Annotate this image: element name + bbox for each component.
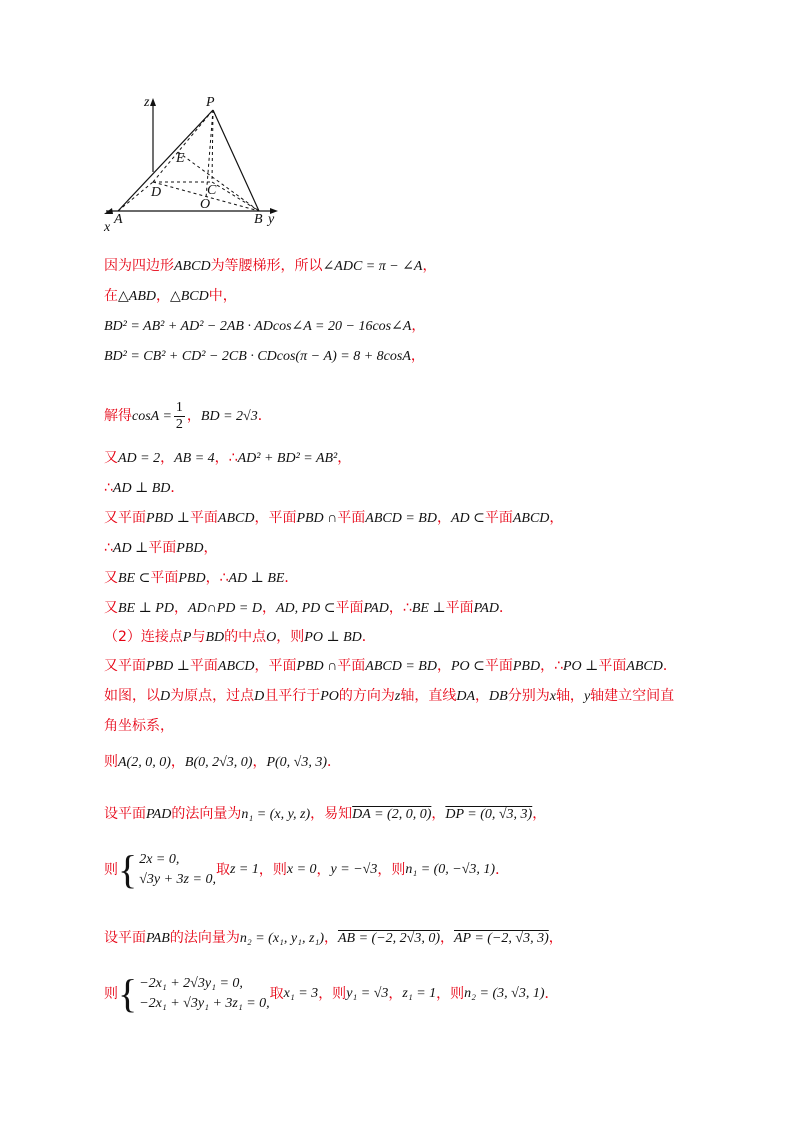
- fraction-numerator: 1: [175, 399, 183, 415]
- vector-ap: AP = (−2, √3, 3): [454, 931, 549, 946]
- math: PBD: [176, 541, 204, 556]
- math: ABCD: [626, 659, 663, 674]
- pyramid-figure: [96, 90, 296, 240]
- math: ABCD: [512, 511, 550, 526]
- math: ABCD: [174, 259, 211, 274]
- text: ，: [410, 348, 425, 364]
- text: ，: [155, 288, 170, 304]
- text: 则: [104, 754, 118, 770]
- edge-ad: [118, 182, 153, 211]
- z-axis-arrow: [150, 98, 156, 106]
- fraction-denominator: 2: [175, 416, 183, 432]
- text: ，: [252, 754, 267, 770]
- text: ，: [436, 510, 451, 526]
- text: 轴，直线: [400, 688, 457, 704]
- text: ，: [261, 600, 276, 616]
- text: ，: [440, 930, 454, 946]
- text: 的方向为: [338, 688, 395, 704]
- math: PBD: [512, 659, 541, 674]
- text: 设平面: [104, 806, 146, 822]
- line-20: [104, 971, 559, 1016]
- math: z = 1: [229, 862, 259, 877]
- text: 为原点，过点: [170, 688, 255, 704]
- text: 又: [104, 600, 118, 616]
- text: 平面: [148, 540, 177, 556]
- label-a: A: [114, 212, 123, 227]
- math: z: [394, 689, 401, 704]
- label-e: E: [176, 151, 185, 166]
- math: AD ⊥: [112, 541, 149, 556]
- text: 轴建立空间直: [590, 688, 675, 704]
- text: ，: [532, 806, 547, 822]
- math: BD² = AB² + AD² − 2AB · ADcos∠A = 20 − 16cos∠A: [104, 319, 412, 334]
- label-p: P: [206, 95, 215, 110]
- math: PBD ⊥: [146, 659, 190, 674]
- math: y = −√3: [330, 862, 378, 877]
- math: cosA =: [132, 409, 172, 424]
- text: ．: [544, 986, 559, 1002]
- text: ．: [284, 570, 299, 586]
- line-7: [104, 478, 184, 499]
- math: x: [549, 689, 556, 704]
- text: ，: [316, 862, 331, 878]
- text: ，则: [436, 986, 465, 1002]
- label-y: y: [268, 212, 275, 227]
- math: P(0, √3, 3): [266, 755, 328, 770]
- text: ，∴: [205, 570, 229, 586]
- text: ∴: [104, 540, 113, 556]
- text: ，: [170, 754, 185, 770]
- vector-dp: DP = (0, √3, 3): [445, 807, 533, 822]
- math: AD ⊥ BE: [228, 571, 285, 586]
- label-b: B: [254, 212, 263, 227]
- text: 平面: [484, 510, 513, 526]
- text: ，: [475, 688, 490, 704]
- label-c: C: [207, 183, 217, 198]
- math: AD∩PD = D: [187, 601, 262, 616]
- edge-pa: [118, 110, 213, 211]
- text: 取: [269, 986, 284, 1002]
- math: PBD: [178, 571, 206, 586]
- line-2: [104, 286, 237, 307]
- vector-ab: AB = (−2, 2√3, 0): [337, 931, 440, 946]
- text: 的中点: [224, 629, 267, 645]
- text: 中，: [208, 288, 237, 304]
- text: 为等腰梯形，所以: [210, 258, 323, 274]
- math: PO ⊥ BD: [304, 630, 362, 645]
- text: 平面: [337, 658, 366, 674]
- math: ∠ADC = π − ∠A: [322, 259, 423, 274]
- text: ，: [173, 600, 188, 616]
- line-18: [104, 847, 510, 892]
- system-brace: {: [118, 971, 138, 1016]
- text: 平面: [189, 510, 218, 526]
- text: ，∴: [388, 600, 412, 616]
- system-brace: {: [118, 847, 138, 892]
- line-6: [104, 448, 351, 469]
- line-13: [104, 656, 677, 677]
- text: ．: [327, 754, 342, 770]
- math: AD² + BD² = AB²: [237, 451, 338, 466]
- math: n₁ = (0, −√3, 1): [405, 862, 496, 877]
- text: 角坐标系，: [104, 718, 174, 734]
- equation: √3y + 3z = 0,: [139, 872, 216, 887]
- math: y: [583, 689, 591, 704]
- text: 又平面: [104, 510, 146, 526]
- equation-system: [139, 850, 216, 890]
- text: 又: [104, 570, 118, 586]
- text: 解得: [104, 408, 132, 424]
- math: O: [266, 630, 277, 645]
- equation: −2x₁ + 2√3y₁ = 0,: [139, 976, 243, 991]
- text: 平面: [445, 600, 474, 616]
- text: ，: [436, 658, 451, 674]
- math: ABCD = BD: [365, 511, 437, 526]
- text: ，则: [377, 862, 406, 878]
- math: PBD ∩: [296, 659, 338, 674]
- text: 与: [191, 629, 206, 645]
- text: 轴，: [555, 688, 584, 704]
- text: 又: [104, 450, 118, 466]
- text: ．: [361, 629, 376, 645]
- equation-system: [139, 974, 269, 1014]
- text: 的法向量为: [169, 930, 240, 946]
- text: ．: [257, 408, 272, 424]
- math: ABCD: [217, 659, 255, 674]
- math: △BCD: [169, 289, 209, 304]
- text: ，: [548, 930, 563, 946]
- math: ABCD = BD: [365, 659, 437, 674]
- math: DA: [456, 689, 476, 704]
- text: ，则: [258, 862, 287, 878]
- text: （2）连接点: [104, 629, 183, 645]
- vector-da: DA = (2, 0, 0): [352, 807, 432, 822]
- x-axis-arrow: [104, 208, 113, 214]
- text: ，: [388, 986, 403, 1002]
- label-d: D: [151, 185, 162, 200]
- text: ，: [323, 930, 338, 946]
- line-16: [104, 752, 341, 773]
- line-1: [104, 256, 436, 277]
- math: PAD: [473, 601, 500, 616]
- equation: 2x = 0,: [139, 852, 180, 867]
- math: AD ⊥ BD: [112, 481, 171, 496]
- line-4: [104, 346, 425, 367]
- math: n₂ = (3, √3, 1): [464, 986, 545, 1001]
- line-3: [104, 316, 425, 337]
- math: AD ⊂: [450, 511, 485, 526]
- text: ．: [662, 658, 677, 674]
- edge-pc: [212, 110, 213, 182]
- text: 平面: [150, 570, 179, 586]
- math: AB = 4: [174, 451, 215, 466]
- text: ．: [499, 600, 514, 616]
- line-17: [104, 804, 546, 825]
- text: ．: [170, 480, 185, 496]
- math: BD = 2√3: [200, 409, 258, 424]
- text: 又平面: [104, 658, 146, 674]
- fraction-one-half: [174, 400, 185, 433]
- math: PAD: [363, 601, 389, 616]
- math: n₂ = (x₁, y₁, z₁): [239, 931, 324, 946]
- math: AD, PD ⊂: [275, 601, 336, 616]
- math: PO: [320, 689, 339, 704]
- text: ，: [431, 806, 446, 822]
- text: 取: [215, 862, 230, 878]
- text: ，: [160, 450, 175, 466]
- text: ，: [549, 510, 564, 526]
- math: n₁ = (x, y, z): [241, 807, 311, 822]
- math: P: [182, 630, 192, 645]
- math: DB: [489, 689, 508, 704]
- math: x = 0: [286, 862, 317, 877]
- text: ∴: [104, 480, 113, 496]
- text: ，∴: [214, 450, 238, 466]
- text: 平面: [598, 658, 627, 674]
- math: B(0, 2√3, 0): [184, 755, 253, 770]
- text: 且平行于: [264, 688, 321, 704]
- math: PAB: [146, 931, 170, 946]
- line-9: [104, 538, 217, 559]
- math: x₁ = 3: [283, 986, 319, 1001]
- equation: −2x₁ + √3y₁ + 3z₁ = 0,: [139, 996, 270, 1011]
- math: PO ⊥: [563, 659, 599, 674]
- line-8: [104, 508, 563, 529]
- edge-pb: [213, 110, 259, 211]
- label-z: z: [144, 95, 150, 110]
- math: A(2, 0, 0): [118, 755, 171, 770]
- text: ．: [495, 862, 510, 878]
- text: ，则: [276, 629, 305, 645]
- math: D: [254, 689, 265, 704]
- label-x: x: [104, 220, 111, 235]
- text: 则: [104, 862, 118, 878]
- text: 的法向量为: [171, 806, 242, 822]
- math: PBD ∩: [296, 511, 338, 526]
- line-14: [104, 686, 674, 707]
- math: PAD: [146, 807, 172, 822]
- math: ABCD: [217, 511, 255, 526]
- text: 则: [104, 986, 118, 1002]
- line-10: [104, 568, 298, 589]
- line-12: [104, 627, 376, 648]
- text: ，易知: [310, 806, 353, 822]
- text: ，平面: [254, 510, 297, 526]
- text: ，: [203, 540, 218, 556]
- text: ，则: [318, 986, 347, 1002]
- text: 设平面: [104, 930, 146, 946]
- math: D: [160, 689, 171, 704]
- text: 如图，以: [104, 688, 160, 704]
- math: BD² = CB² + CD² − 2CB · CDcos(π − A) = 8 + 8cosA: [104, 349, 411, 364]
- math: PBD ⊥: [146, 511, 190, 526]
- text: 平面: [337, 510, 366, 526]
- label-o: O: [200, 197, 211, 212]
- text: 在: [104, 288, 118, 304]
- text: 平面: [189, 658, 218, 674]
- math: z₁ = 1: [402, 986, 437, 1001]
- math: BE ⊂: [118, 571, 151, 586]
- line-15: [104, 716, 174, 736]
- text: ，: [411, 318, 426, 334]
- math: AD = 2: [118, 451, 161, 466]
- text: ，: [186, 408, 201, 424]
- line-5: [104, 398, 272, 435]
- text: 因为四边形: [104, 258, 174, 274]
- text: ，平面: [254, 658, 297, 674]
- text: 平面: [484, 658, 513, 674]
- math: y₁ = √3: [346, 986, 389, 1001]
- line-19: [104, 928, 563, 949]
- text: ，∴: [540, 658, 563, 674]
- text: 分别为: [507, 688, 550, 704]
- math: BE ⊥: [411, 601, 446, 616]
- math: BE ⊥ PD: [118, 601, 174, 616]
- math: BD: [205, 630, 225, 645]
- text: ，: [337, 450, 352, 466]
- text: 平面: [335, 600, 364, 616]
- line-11: [104, 598, 513, 619]
- text: ，: [422, 258, 437, 274]
- math: △ABD: [118, 289, 156, 304]
- math: PO ⊂: [450, 659, 485, 674]
